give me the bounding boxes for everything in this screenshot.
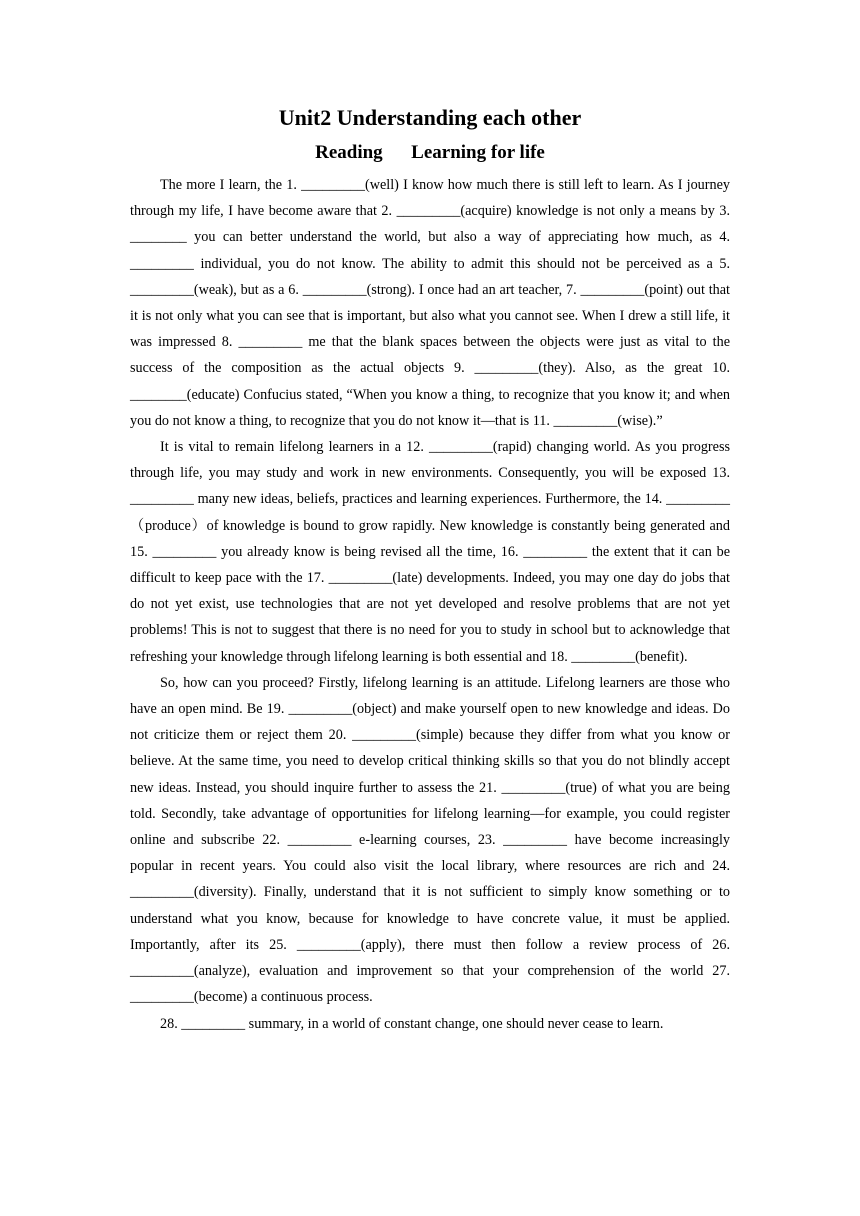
paragraph-4: 28. _________ summary, in a world of constant change, one should never cease to learn. (160, 1015, 664, 1032)
document-page (130, 100, 730, 1037)
document-title: Unit2 Understanding each other (278, 105, 582, 130)
paragraph-2: It is vital to remain lifelong learners in a 12. _________(rapid) changing world. As you progress through life, you may study and work in new environments. Consequently, you will be exposed 13. _________ many new ideas, beliefs, practices and learning experiences. Furthermore, the 14. _________（produce）of knowledge is bound to grow rapidly. New knowledge is constantly being generated and 15. _________ you already know is being revised all the time, 16. _________ the extent that it can be difficult to keep pace with the 17. _________(late) developments. Indeed, you may one day do jobs that do not yet exist, use technologies that are not yet developed and resolve problems that are not yet problems! This is not to suggest that there is no need for you to study in school but to acknowledge that refreshing your knowledge through lifelong learning is both essential and 18. _________(benefit). (130, 439, 730, 665)
paragraph-3: So, how can you proceed? Firstly, lifelong learning is an attitude. Lifelong learners are those who have an open mind. Be 19. _________(object) and make yourself open to new knowledge and ideas. Do not criticize them or reject them 20. _________(simple) because they differ from what you know or believe. At the same time, you need to develop critical thinking skills so that you do not blindly accept new ideas. Instead, you should inquire further to assess the 21. _________(true) of what you are being told. Secondly, take advantage of opportunities for lifelong learning—for example, you could register online and subscribe 22. _________ e-learning courses, 23. _________ have become increasingly popular in recent years. You could also visit the local library, where resources are rich and 24. _________(diversity). Finally, understand that it is not sufficient to simply know something or to understand what you know, because for knowledge to have concrete value, it must be applied. Importantly, after its 25. _________(apply), there must then follow a review process of 26. _________(analyze), evaluation and improvement so that your comprehension of the world 27. _________(become) a continuous process. (130, 674, 730, 1006)
paragraph-1: The more I learn, the 1. _________(well) I know how much there is still left to learn. As I journey through my life, I have become aware that 2. _________(acquire) knowledge is not only a means by 3. ________ you can better understand the world, but also a way of appreciating how much, as 4. _________ individual, you do not know. The ability to admit this should not be perceived as a 5. _________(weak), but as a 6. _________(strong). I once had an art teacher, 7. _________(point) out that it is not only what you can see that is important, but also what you cannot see. When I drew a still life, it was impressed 8. _________ me that the blank spaces between the objects were just as vital to the success of the composition as the actual objects 9. _________(they). Also, as the great 10. ________(educate) Confucius stated, “When you know a thing, to recognize that you know it; and when you do not know a thing, to recognize that you do not know it—that is 11. _________(wise).” (130, 177, 730, 429)
document-subtitle: Reading Learning for life (315, 142, 545, 163)
